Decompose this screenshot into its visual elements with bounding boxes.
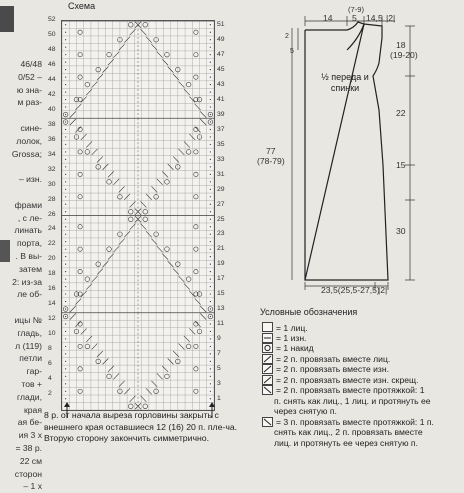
row-number: 25 <box>217 215 225 223</box>
row-number-left: 10 <box>48 330 56 338</box>
left-text-line: . В вы- <box>15 250 42 261</box>
row-number-left: 4 <box>48 375 52 383</box>
row-number-left: 50 <box>48 30 56 38</box>
garment-pattern <box>255 0 464 305</box>
row-number-left: 28 <box>48 195 56 203</box>
row-number: 11 <box>217 320 225 328</box>
dim-2-neck: 2 <box>285 33 289 40</box>
left-text-line: синe- <box>20 122 42 133</box>
row-number-left: 8 <box>48 345 52 353</box>
row-number: 3 <box>217 380 221 388</box>
left-text-line: , с ле- <box>17 212 42 223</box>
legend-item <box>262 364 389 375</box>
left-text-line: – 1 х <box>23 481 42 492</box>
row-number: 43 <box>217 80 225 88</box>
dim-77: 77 <box>266 146 276 156</box>
legend-item <box>274 427 423 438</box>
row-number: 45 <box>217 65 225 73</box>
dim-15: 15 <box>396 160 406 170</box>
legend-item <box>274 406 337 417</box>
dim-5: 5 <box>352 13 357 23</box>
row-number-left: 26 <box>48 210 56 218</box>
legend-item <box>262 343 314 354</box>
left-text-line: 0/52 – <box>18 71 42 82</box>
row-number: 23 <box>217 230 225 238</box>
legend-text: = 2 п. провязать вместе протяжкой: 1 <box>276 385 425 395</box>
legend-text: п. снять как лиц., 1 лиц. и протянуть ее <box>274 395 431 406</box>
left-text-line: ицы № <box>14 314 42 325</box>
row-number: 9 <box>217 335 221 343</box>
row-number-left: 32 <box>48 165 56 173</box>
legend-symbol-icon <box>262 385 273 395</box>
dim-18: 18 <box>396 40 406 50</box>
left-text-line: ая бе- <box>17 417 42 428</box>
row-number: 1 <box>217 395 221 403</box>
legend-item <box>274 396 431 407</box>
row-number-left: 40 <box>48 105 56 113</box>
legend-item <box>262 417 434 428</box>
row-number: 37 <box>217 125 225 133</box>
row-number-left: 36 <box>48 135 56 143</box>
left-text-line: гладь, <box>17 327 42 338</box>
left-text-line: 22 см <box>19 455 42 466</box>
row-number: 13 <box>217 305 225 313</box>
legend-symbol-icon <box>262 364 273 374</box>
row-number: 15 <box>217 290 225 298</box>
left-text-line: фрами <box>14 199 42 210</box>
row-number-left: 20 <box>48 255 56 263</box>
left-text-line: 46/48 <box>20 59 42 69</box>
row-number-left: 6 <box>48 360 52 368</box>
left-text-line: л (119) <box>15 340 42 351</box>
schema-title: Схема <box>68 1 96 11</box>
dim-bottom-width: 23,5(25,5-27,5) <box>321 285 380 295</box>
row-number: 17 <box>217 275 225 283</box>
row-number-left: 24 <box>48 225 56 233</box>
dim-30: 30 <box>396 226 406 236</box>
left-text-line <box>0 109 42 122</box>
knitting-chart <box>61 20 215 411</box>
left-text-line: затем <box>18 263 42 274</box>
row-number-left: 44 <box>48 75 56 83</box>
row-number: 51 <box>217 21 225 28</box>
left-text-line: петли <box>19 353 42 364</box>
left-text-line: = 38 р. <box>15 442 42 453</box>
left-text-line: м раз- <box>17 97 42 108</box>
legend-text: лиц. и протянуть ее через снятую п. <box>274 437 418 448</box>
row-number-left: 2 <box>48 390 52 398</box>
left-text-line <box>0 160 42 173</box>
left-text-line <box>0 301 42 314</box>
legend-text: через снятую п. <box>274 406 337 416</box>
row-number: 19 <box>217 260 225 268</box>
row-number-left: 18 <box>48 270 56 278</box>
row-number-left: 34 <box>48 150 56 158</box>
knitting-chart-grid <box>62 21 214 410</box>
row-number: 21 <box>217 245 225 253</box>
left-text-line: сторон <box>14 468 42 479</box>
legend-item <box>274 438 418 449</box>
legend-text: снять как лиц., 2 п. провязать вместе <box>274 427 423 437</box>
legend-item <box>262 385 424 396</box>
page-edge-marker <box>0 6 14 32</box>
left-text-line: – изн. <box>18 174 42 185</box>
row-number-left: 22 <box>48 240 56 248</box>
left-text-line: порта, <box>16 238 42 249</box>
row-number-left: 38 <box>48 120 56 128</box>
left-text-line: 2: из-за <box>12 276 42 287</box>
row-number-left: 30 <box>48 180 56 188</box>
legend-item <box>262 375 418 386</box>
dim-77-range: (78-79) <box>257 156 285 166</box>
left-text-line: ле об- <box>17 289 42 300</box>
dim-7-9: (7-9) <box>348 5 365 14</box>
dim-22: 22 <box>396 108 406 118</box>
dim-2-top: |2| <box>386 13 396 23</box>
dim-18-range: (19-20) <box>390 50 418 60</box>
left-text-line: линать <box>14 225 42 236</box>
legend-symbol-icon <box>262 343 273 353</box>
legend-symbol-icon <box>262 417 273 427</box>
pattern-title: ½ переда и спинки <box>321 72 369 93</box>
row-number-left: 14 <box>48 300 56 308</box>
legend-text: = 2 п. провязать вместе изн. скрещ. <box>276 374 419 385</box>
row-number: 41 <box>217 95 225 103</box>
caption-text: 8 р. от начала выреза горловины закрыть с внешнего края оставшиеся 12 (16) 20 п. пле-ча. Вторую сторону закончить симметрично. <box>44 410 238 443</box>
legend-symbol-icon <box>262 322 273 332</box>
dim-2-bottom: |2| <box>378 285 388 295</box>
legend-text: = 1 лиц. <box>276 323 308 333</box>
left-text-line: ия 3 х <box>18 430 42 441</box>
left-text-line: Grossa; <box>11 148 42 159</box>
legend-text: = 1 изн. <box>276 332 307 343</box>
row-number-left: 42 <box>48 90 56 98</box>
dim-14: 14 <box>323 13 333 23</box>
left-column-text <box>0 58 42 493</box>
row-number: 47 <box>217 50 225 58</box>
dim-5-neck: 5 <box>290 48 294 55</box>
left-text-line: тов + <box>21 378 42 389</box>
row-number: 29 <box>217 185 225 193</box>
row-number: 49 <box>217 35 225 43</box>
row-number: 5 <box>217 365 221 373</box>
legend-text: = 3 п. провязать вместе протяжкой: 1 п. <box>276 416 434 427</box>
legend-item <box>262 354 390 365</box>
row-number: 27 <box>217 200 225 208</box>
row-number: 33 <box>217 155 225 163</box>
legend-item <box>262 333 306 344</box>
left-text-line: глади, <box>17 391 42 402</box>
left-text-line: края <box>24 404 42 415</box>
left-text-line: гар- <box>26 366 42 377</box>
legend-title: Условные обозначения <box>260 307 358 317</box>
row-number-left: 48 <box>48 45 56 53</box>
legend-symbol-icon <box>262 354 273 364</box>
row-number-left: 12 <box>48 315 56 323</box>
legend-symbol-icon <box>262 333 273 343</box>
row-number-left: 16 <box>48 285 56 293</box>
legend-text: = 2 п. провязать вместе изн. <box>276 364 390 374</box>
dim-14-5: 14,5 <box>366 13 383 23</box>
left-text-line <box>0 186 42 199</box>
legend-text: = 1 накид <box>276 343 314 353</box>
row-number: 7 <box>217 350 221 358</box>
legend-text: = 2 п. провязать вместе лиц. <box>276 353 391 364</box>
left-text-line: лолок, <box>16 135 42 146</box>
legend-symbol-icon <box>262 375 273 385</box>
left-text-line: ю зна- <box>16 84 42 95</box>
row-number: 35 <box>217 140 225 148</box>
row-number-left: 52 <box>48 16 56 23</box>
row-number-left: 46 <box>48 60 56 68</box>
row-number: 31 <box>217 170 225 178</box>
row-number: 39 <box>217 110 225 118</box>
